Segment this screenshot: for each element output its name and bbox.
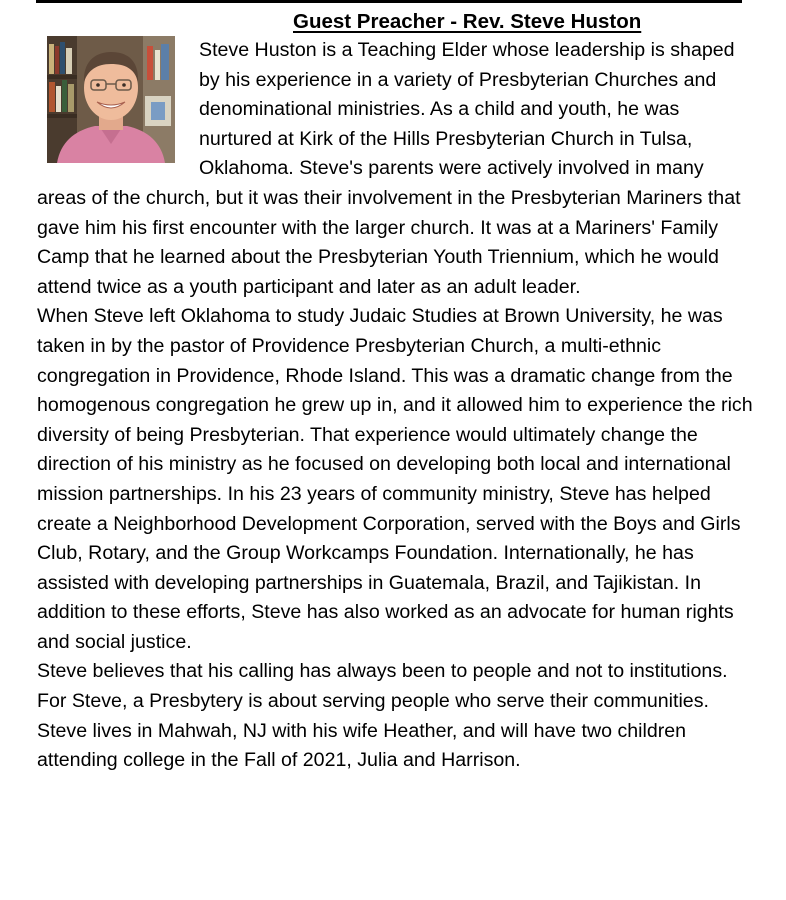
bio-text: [37, 36, 753, 776]
section-title: Guest Preacher - Rev. Steve Huston: [293, 10, 642, 33]
bio-paragraph: Steve lives in Mahwah, NJ with his wife Heather, and will have two children attending college in the Fall of 2021, Julia and Harrison.: [37, 719, 687, 772]
bio-paragraph: Steve Huston is a Teaching Elder whose leadership is shaped by his experience in a variety of Presbyterian Churches and denominational ministries. As a child and youth, he was nurtured at Kirk of the Hills Presbyterian Church in Tulsa, Oklahoma. Steve's parents were actively involved in many areas of the church, but it was their involvement in the Presbyterian Mariners that gave him his first encounter with the larger church. It was at a Mariners' Family Camp that he learned about the Presbyterian Youth Triennium, which he would attend twice as a youth participant and later as an adult leader.: [37, 39, 741, 298]
top-rule: [36, 0, 742, 3]
bulletin-section: [37, 8, 753, 776]
bio-paragraph: When Steve left Oklahoma to study Judaic Studies at Brown University, he was taken in by the pastor of Providence Presbyterian Church, a multi-ethnic congregation in Providence, Rhode Island. This was a dramatic change from the homogenous congregation he grew up in, and it allowed him to experience the rich diversity of being Presbyterian. That experience would ultimately change the direction of his ministry as he focused on developing both local and international mission partnerships. In his 23 years of community ministry, Steve has helped create a Neighborhood Development Corporation, served with the Boys and Girls Club, Rotary, and the Group Workcamps Foundation. Internationally, he has assisted with developing partnerships in Guatemala, Brazil, and Tajikistan. In addition to these efforts, Steve has also worked as an advocate for human rights and social justice.: [37, 305, 753, 653]
bio-paragraph: Steve believes that his calling has always been to people and not to institutions. For Steve, a Presbytery is about serving people who serve their communities.: [37, 660, 728, 713]
portrait-photo: [47, 36, 175, 163]
